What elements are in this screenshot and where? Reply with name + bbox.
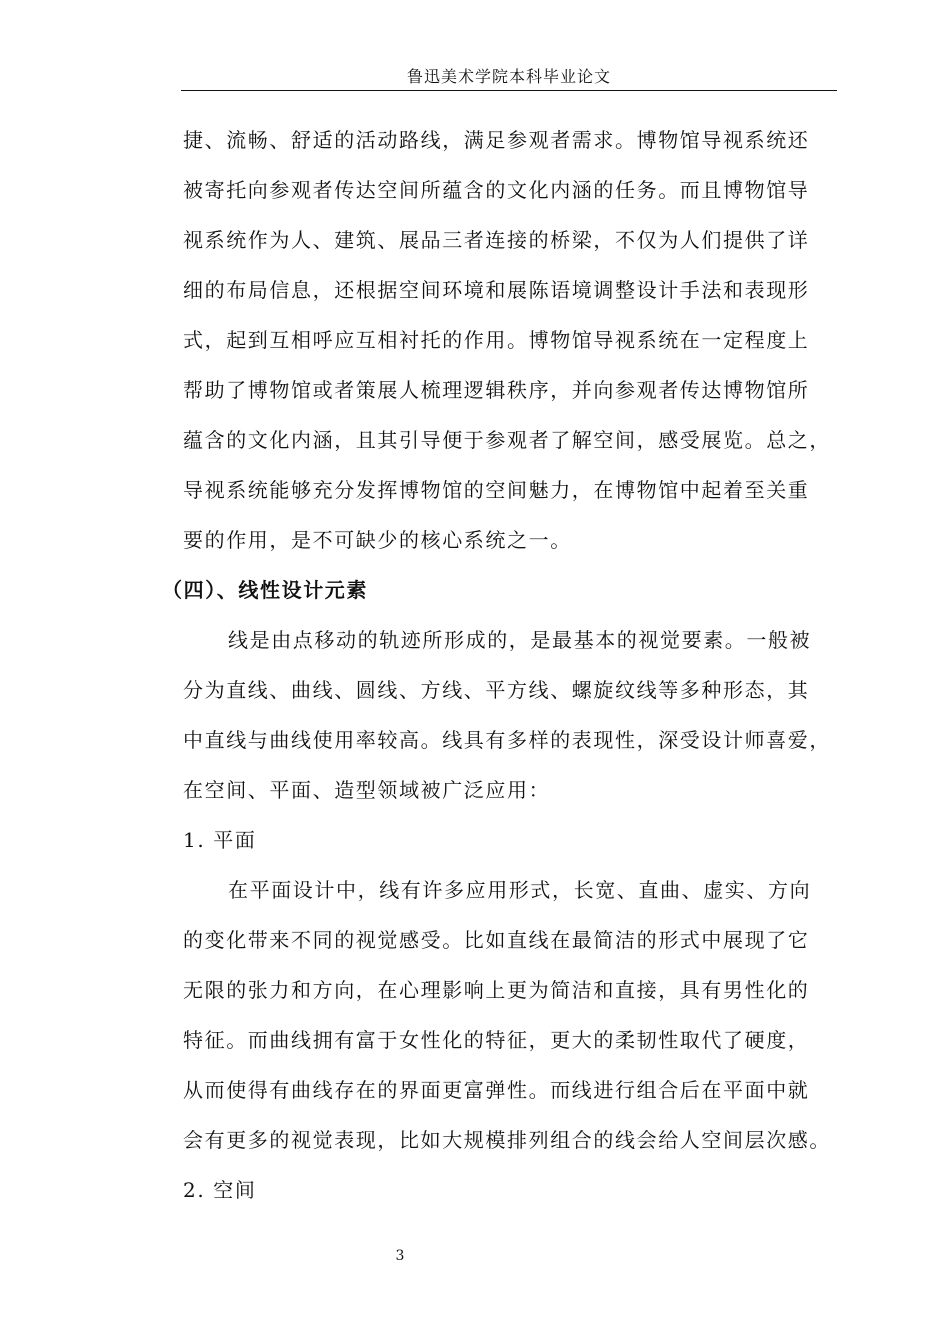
text-line: 会有更多的视觉表现，比如大规模排列组合的线会给人空间层次感。 <box>183 1128 831 1152</box>
header-title: 鲁迅美术学院本科毕业论文 <box>406 67 611 86</box>
text-line: 在空间、平面、造型领域被广泛应用： <box>183 778 551 802</box>
text-line: 捷、流畅、舒适的活动路线，满足参观者需求。博物馆导视系统还 <box>183 128 810 152</box>
text-line: 视系统作为人、建筑、展品三者连接的桥梁，不仅为人们提供了详 <box>183 228 810 252</box>
text-line: 无限的张力和方向，在心理影响上更为简洁和直接，具有男性化的 <box>183 978 810 1002</box>
text-line: 从而使得有曲线存在的界面更富弹性。而线进行组合后在平面中就 <box>183 1078 810 1102</box>
subsection-heading: 1. 平面 <box>183 828 257 852</box>
text-line: 蕴含的文化内涵，且其引导便于参观者了解空间，感受展览。总之， <box>183 428 831 452</box>
section-heading: （四）、线性设计元素 <box>162 578 368 602</box>
text-line: 细的布局信息，还根据空间环境和展陈语境调整设计手法和表现形 <box>183 278 810 302</box>
text-line: 导视系统能够充分发挥博物馆的空间魅力，在博物馆中起着至关重 <box>183 478 810 502</box>
text-line: 的变化带来不同的视觉感受。比如直线在最简洁的形式中展现了它 <box>183 928 810 952</box>
page-number: 3 <box>395 1248 405 1264</box>
text-line: 式，起到互相呼应互相衬托的作用。博物馆导视系统在一定程度上 <box>183 328 810 352</box>
header-divider <box>181 90 837 91</box>
text-line: 被寄托向参观者传达空间所蕴含的文化内涵的任务。而且博物馆导 <box>183 178 810 202</box>
text-line: 线是由点移动的轨迹所形成的，是最基本的视觉要素。一般被 <box>228 628 812 652</box>
text-line: 中直线与曲线使用率较高。线具有多样的表现性，深受设计师喜爱， <box>183 728 831 752</box>
text-line: 帮助了博物馆或者策展人梳理逻辑秩序，并向参观者传达博物馆所 <box>183 378 810 402</box>
text-line: 在平面设计中，线有许多应用形式，长宽、直曲、虚实、方向 <box>228 878 812 902</box>
subsection-heading: 2. 空间 <box>183 1178 257 1202</box>
text-line: 分为直线、曲线、圆线、方线、平方线、螺旋纹线等多种形态，其 <box>183 678 810 702</box>
text-line: 特征。而曲线拥有富于女性化的特征，更大的柔韧性取代了硬度， <box>183 1028 810 1052</box>
text-line: 要的作用，是不可缺少的核心系统之一。 <box>183 528 572 552</box>
